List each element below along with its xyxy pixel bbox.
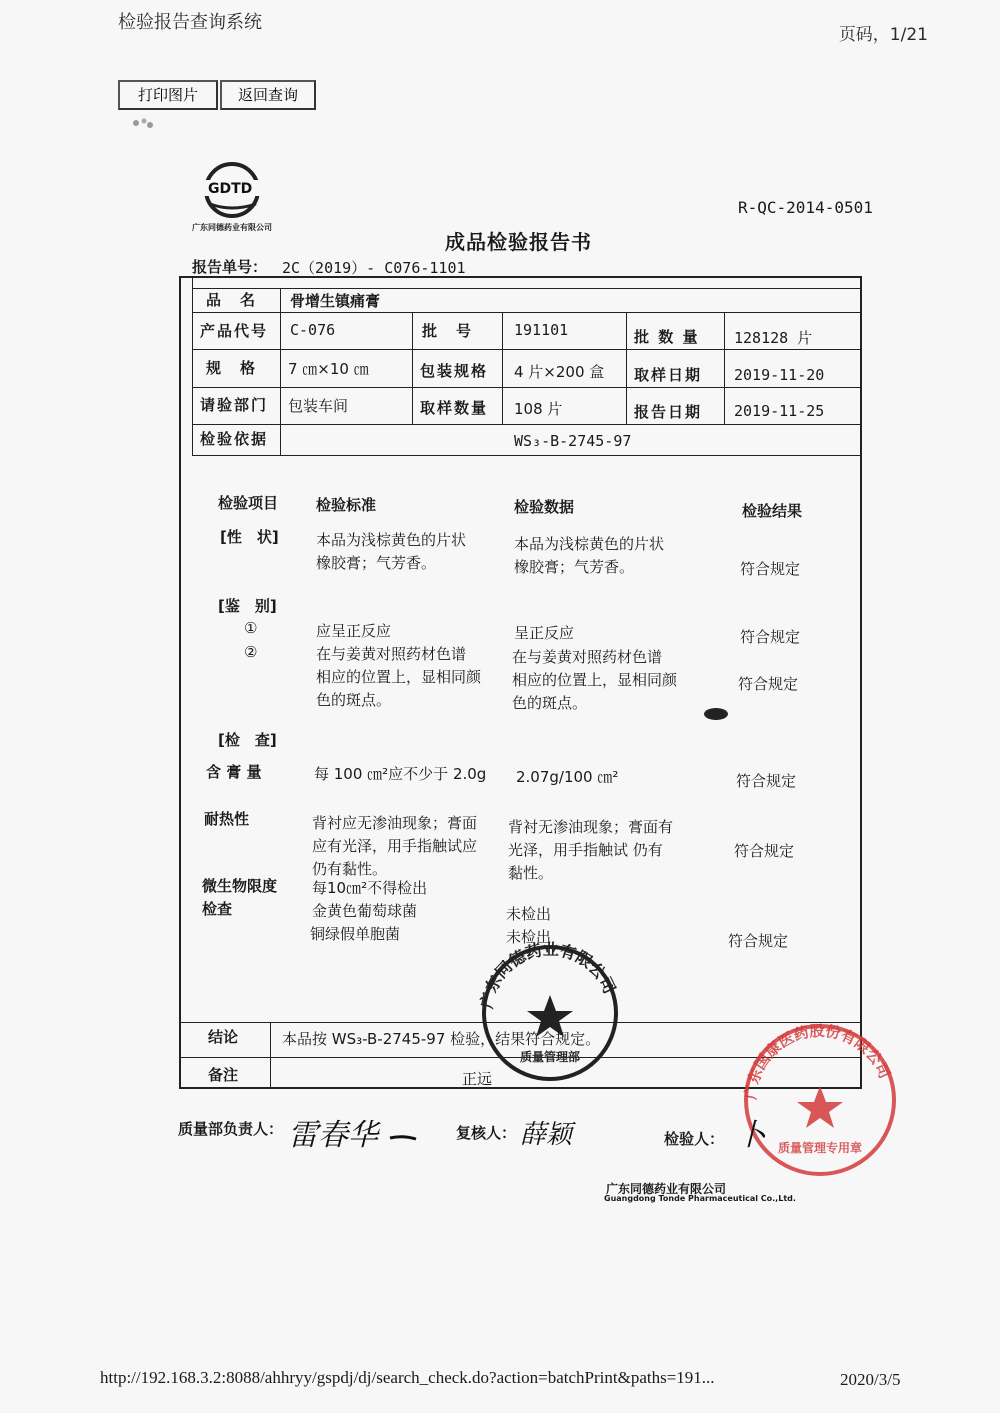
table-rule — [192, 349, 862, 350]
data-line: 橡胶膏；气芳香。 — [514, 558, 635, 576]
table-rule — [280, 288, 281, 455]
std-line: 色的斑点。 — [316, 691, 392, 709]
qa-head-label: 质量部负责人： — [178, 1120, 284, 1138]
result-line: 符合规定 — [740, 560, 801, 578]
page-number: 页码，1/21 — [838, 25, 928, 45]
std-line: 在与姜黄对照药材色谱 — [316, 645, 467, 663]
sample-qty-label: 取样数量 — [420, 399, 489, 417]
svg-text:质量管理部: 质量管理部 — [519, 1050, 581, 1064]
ink-blot — [703, 706, 729, 726]
data-line: 在与姜黄对照药材色谱 — [512, 648, 663, 666]
footer-date: 2020/3/5 — [840, 1370, 901, 1389]
conclusion: 本品按 WS₃-B-2745-97 检验，结果符合规定。 — [282, 1030, 601, 1048]
std-line: 相应的位置上，显相同颜 — [316, 668, 482, 686]
data-line: 未检出 — [506, 928, 552, 946]
sample-date-label: 取样日期 — [634, 366, 703, 384]
col-item: 检验项目 — [218, 494, 279, 512]
spec: 7 ㎝×10 ㎝ — [288, 360, 369, 378]
table-rule — [192, 312, 862, 313]
data-line: 背衬无渗油现象；膏面有 — [508, 818, 674, 836]
data-line: 2.07g/100 ㎝² — [516, 768, 619, 786]
basis: WS₃-B-2745-97 — [514, 432, 632, 450]
item-micro: 微生物限度 — [202, 877, 278, 895]
batch-qty: 128128 片 — [734, 329, 813, 347]
product-code: C-076 — [290, 321, 336, 339]
data-line: 本品为浅棕黄色的片状 — [514, 535, 665, 553]
item-hangao: 含 膏 量 — [206, 763, 262, 781]
item-nairexing: 耐热性 — [204, 810, 250, 828]
result-line: 符合规定 — [728, 932, 789, 950]
table-rule — [412, 312, 413, 424]
product-name: 骨增生镇痛膏 — [290, 292, 381, 310]
pack-spec: 4 片×200 盒 — [514, 363, 605, 381]
remark: 正远 — [462, 1070, 493, 1088]
data-line: 光泽，用手指触试 仍有 — [508, 841, 663, 859]
svg-text:广东国康医药股份有限公司: 广东国康医药股份有限公司 — [741, 1021, 894, 1101]
table-rule — [724, 312, 725, 424]
item-jiancha: [检 查] — [218, 731, 277, 749]
col-result: 检验结果 — [742, 502, 803, 520]
batch-number: 191101 — [514, 321, 569, 339]
qa-head-signature: 雷春华 — [288, 1118, 378, 1153]
product-code-label: 产品代号 — [200, 322, 269, 340]
gdtd-logo — [200, 160, 280, 230]
col-standard: 检验标准 — [316, 496, 377, 514]
company-name-en: Guangdong Tonde Pharmaceutical Co.,Ltd. — [604, 1194, 796, 1203]
svg-text:质量管理专用章: 质量管理专用章 — [777, 1141, 863, 1155]
company-name-cn: 广东同德药业有限公司 — [606, 1182, 727, 1196]
item-number: ② — [244, 643, 258, 661]
logo-caption: 广东同德药业有限公司 — [192, 223, 272, 232]
spec-label: 规 格 — [206, 359, 258, 377]
company-seal — [470, 935, 630, 1085]
signature-stroke — [388, 1128, 418, 1147]
col-data: 检验数据 — [514, 498, 575, 516]
conclusion-label: 结论 — [208, 1028, 239, 1046]
std-line: 橡胶膏；气芳香。 — [316, 554, 437, 572]
report-code: R-QC-2014-0501 — [738, 198, 873, 217]
std-line: 仍有黏性。 — [312, 860, 388, 878]
product-name-label: 品 名 — [206, 291, 258, 309]
report-date-label: 报告日期 — [634, 403, 703, 421]
std-line: 背衬应无渗油现象；膏面 — [312, 814, 478, 832]
report-title: 成品检验报告书 — [445, 230, 592, 254]
reviewer-signature: 薛颖 — [520, 1120, 573, 1150]
data-line: 未检出 — [506, 905, 552, 923]
item-jianbie: [鉴 别] — [218, 597, 277, 615]
basis-label: 检验依据 — [200, 430, 269, 448]
system-title: 检验报告查询系统 — [118, 12, 262, 33]
table-rule — [192, 387, 862, 388]
dept-label: 请验部门 — [200, 396, 269, 414]
batch-label: 批 号 — [422, 322, 474, 340]
result-line: 符合规定 — [740, 628, 801, 646]
svg-text:广东同德药业有限公司: 广东同德药业有限公司 — [476, 939, 620, 1011]
pack-spec-label: 包装规格 — [420, 362, 489, 380]
inspector-signature: 卜 — [736, 1118, 766, 1153]
sample-qty: 108 片 — [514, 400, 563, 418]
std-line: 每 100 ㎝²应不少于 2.0g — [314, 765, 487, 783]
std-line: 应呈正反应 — [316, 622, 392, 640]
scan-smudge — [130, 113, 160, 137]
std-line: 每10㎝²不得检出 — [312, 879, 428, 897]
table-rule — [192, 424, 862, 425]
sample-date: 2019-11-20 — [734, 366, 825, 384]
table-rule — [192, 288, 862, 289]
table-rule — [192, 455, 862, 456]
reviewer-label: 复核人： — [456, 1124, 517, 1142]
std-line: 本品为浅棕黄色的片状 — [316, 531, 467, 549]
quality-seal — [738, 1010, 898, 1185]
report-no-label: 报告单号： — [192, 258, 268, 276]
data-line: 色的斑点。 — [512, 694, 588, 712]
batch-qty-label: 批 数 量 — [634, 328, 700, 346]
report-date: 2019-11-25 — [734, 402, 825, 420]
std-line: 金黄色葡萄球菌 — [312, 902, 418, 920]
data-line: 呈正反应 — [514, 624, 575, 642]
svg-text:GDTD: GDTD — [208, 181, 253, 197]
std-line: 应有光泽，用手指触试应 — [312, 837, 478, 855]
inspector-label: 检验人： — [664, 1130, 725, 1148]
result-line: 符合规定 — [738, 675, 799, 693]
table-rule — [502, 312, 503, 424]
item-xingzhuang: [性 状] — [220, 528, 279, 546]
footer-url: http://192.168.3.2:8088/ahhryy/gspdj/dj/search_check.do?action=batchPrint&paths=191... — [100, 1368, 715, 1387]
table-rule — [192, 276, 193, 455]
remark-label: 备注 — [208, 1066, 239, 1084]
item-micro-2: 检查 — [202, 900, 233, 918]
data-line: 黏性。 — [508, 864, 554, 882]
table-rule — [626, 312, 627, 424]
print-image-button[interactable]: 打印图片 — [118, 80, 218, 110]
back-to-query-button[interactable]: 返回查询 — [220, 80, 316, 110]
result-line: 符合规定 — [736, 772, 797, 790]
data-line: 相应的位置上，显相同颜 — [512, 671, 678, 689]
result-line: 符合规定 — [734, 842, 795, 860]
dept: 包装车间 — [288, 397, 349, 415]
report-no: 2C（2019）- C076-1101 — [282, 259, 466, 277]
std-line: 铜绿假单胞菌 — [310, 925, 401, 943]
item-number: ① — [244, 619, 258, 637]
table-rule — [270, 1022, 271, 1089]
